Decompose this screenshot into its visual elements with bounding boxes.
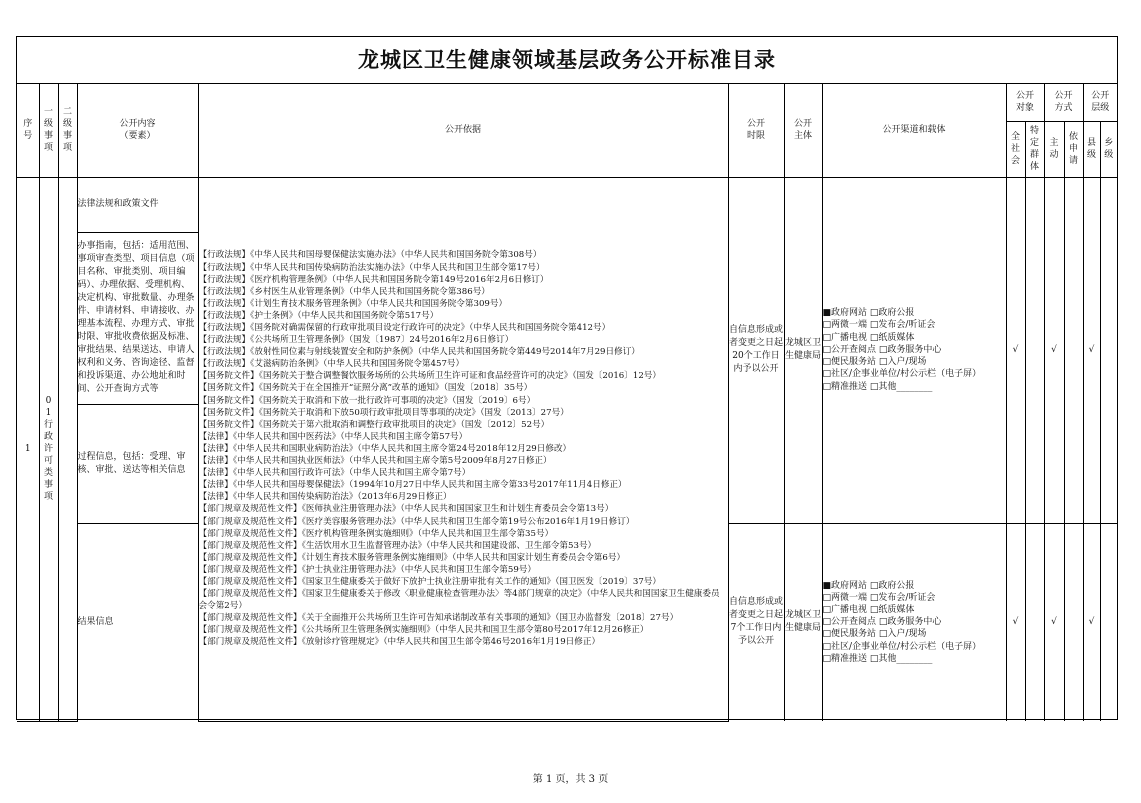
basis-line: 【部门规章及规范性文件】《计划生育技术服务管理条例实施细则》（中华人民共和国家计划生育委员会令第6号） [198,552,626,563]
cell-method-apply [1064,177,1083,523]
check-mark: √ [1088,345,1095,355]
cell-basis [198,177,728,721]
col-level-town [1100,121,1117,177]
col-channel [822,83,1006,177]
cell-channel [822,523,1006,721]
content-item [77,177,198,232]
basis-line: 【部门规章及规范性文件】《国家卫生健康委关于修改〈职业健康检查管理办法〉等4部门规章的决定》（中华人民共和国国家卫生健康委员会令第2号） [198,589,720,612]
col-time [728,83,784,177]
basis-line: 【行政法规】《公共场所卫生管理条例》（国发〔1987〕24号2016年2月6日修订） [198,335,514,346]
cell-obj-all [1006,523,1025,721]
check-mark: √ [1012,345,1019,355]
col-seq [17,83,39,177]
basis-line: 【国务院文件】《国务院关于整合调整餐饮服务场所的公共场所卫生许可证和食品经营许可的决定》（国发〔2016〕12号） [198,371,661,382]
time-text: 自信息形成或者变更之日起20个工作日内予以公开 [728,325,783,374]
header-object: 公开对象 [1015,90,1034,113]
cell-level-town [1100,523,1117,721]
col-content [77,83,198,177]
cell-seq [17,177,39,721]
channel-line: □社区/企事业单位/村公示栏（电子屏） [822,641,982,652]
time-text: 自信息形成或者变更之日起7个工作日内予以公开 [728,597,783,647]
channel-line: □公开查阅点 □政务服务中心 [822,344,942,355]
header-obj-all: 全社会 [1010,132,1020,166]
cell-channel [822,177,1006,523]
basis-line: 【法律】《中华人民共和国中医药法》（中华人民共和国主席令第57号） [198,431,468,442]
row-seq: 1 [24,444,31,454]
page-footer: 第 1 页，共 3 页 [532,774,609,785]
basis-line: 【法律】《中华人民共和国职业病防治法》（中华人民共和国主席令第24号2018年12月29日修改） [198,443,572,454]
cell-time [728,177,784,523]
channel-line: ■政府网站 □政府公报 [822,580,915,591]
header-time: 公开 时限 [746,118,765,141]
content-text: 结果信息 [77,616,114,627]
channel-line: □便民服务站 □入户/现场 [822,357,927,368]
content-item [77,404,198,523]
col-method-apply [1064,121,1083,177]
cell-level-county [1083,523,1100,721]
check-mark: √ [1051,345,1057,355]
cell-method-apply [1064,523,1083,721]
cell-time [728,523,784,721]
channel-line: □精准推送 □其他________ [822,653,933,664]
channel-line: □广播电视 □纸质媒体 [822,332,915,343]
content-text: 办事指南，包括：适用范围、事项审查类型、项目信息（项目名称、审批类别、项目编码）、办理依据、受理机构、决定机构、审批数量、办理条件、申请材料、申请接收、办理基本流程、办理方式、审批时限、审批收费依据及标准、审批结果、结果送达、申请人权利和义务、咨询途径、监督和投诉渠道、办公地址和时间、公开查询方式等 [77,241,195,394]
basis-line: 【行政法规】《计划生育技术服务管理条例》（中华人民共和国国务院令第309号） [198,298,508,309]
cell-obj-specific [1025,523,1044,721]
content-item [77,523,198,721]
channel-line: □两微一端 □发布会/听证会 [822,320,936,331]
cell-subject [784,523,822,721]
basis-line: 【部门规章及规范性文件】《关于全面推开公共场所卫生许可告知承诺制改革有关事项的通知》（国卫办监督发〔2018〕27号） [198,613,679,624]
basis-line: 【行政法规】《乡村医生从业管理条例》（中华人民共和国国务院令第386号） [198,286,490,297]
basis-line: 【法律】《中华人民共和国执业医师法》（中华人民共和国主席令第5号2009年8月27日修正） [198,456,552,467]
channel-line: □精准推送 □其他________ [822,381,933,392]
basis-line: 【法律】《中华人民共和国传染病防治法》（2013年6月29日修正） [198,492,452,503]
col-level-county [1083,121,1100,177]
channel-line: □公开查阅点 □政务服务中心 [822,617,942,628]
col-basis [198,83,728,177]
check-mark: √ [1051,617,1057,628]
basis-line: 【部门规章及规范性文件】《放射诊疗管理规定》（中华人民共和国卫生部令第46号2016年1月19日修正） [198,637,601,648]
basis-line: 【法律】《中华人民共和国行政许可法》（中华人民共和国主席令第7号） [198,468,471,479]
channel-line: □社区/企事业单位/村公示栏（电子屏） [822,369,982,380]
col-subject [784,83,822,177]
catalog-table [17,83,1117,722]
cell-method-active [1044,523,1064,721]
basis-line: 【行政法规】《中华人民共和国母婴保健法实施办法》（中华人民共和国国务院令第308号） [198,250,542,261]
basis-line: 【部门规章及规范性文件】《医师执业注册管理办法》（中华人民共和国国家卫生和计划生育委员会令第13号） [198,504,614,515]
page-title: 龙城区卫生健康领域基层政务公开标准目录 [17,37,1117,84]
col-level1 [39,83,58,177]
cell-level1 [39,177,58,721]
content-text: 过程信息，包括：受理、审核、审批、送达等相关信息 [77,451,186,475]
header-content: 公开内容 （要素） [119,118,156,141]
header-obj-specific: 特定群体 [1029,126,1039,172]
header-method-apply: 依申请 [1068,132,1078,166]
channel-line: □广播电视 □纸质媒体 [822,604,915,615]
col-level2 [58,83,77,177]
basis-line: 【部门规章及规范性文件】《生活饮用水卫生监督管理办法》（中华人民共和国建设部、卫生部令第53号） [198,540,597,551]
col-method [1044,83,1083,121]
channel-line: □便民服务站 □入户/现场 [822,629,927,640]
basis-line: 【部门规章及规范性文件】《护士执业注册管理办法》（中华人民共和国卫生部令第59号） [198,564,536,575]
basis-line: 【国务院文件】《国务院关于取消和下放一批行政许可事项的决定》（国发〔2019〕6号） [198,395,536,406]
check-mark: √ [1088,617,1095,628]
check-mark: √ [1012,617,1019,628]
header-level-county: 县级 [1086,138,1096,160]
header-seq: 序号 [23,118,33,141]
header-basis: 公开依据 [444,124,481,135]
subject-text: 龙城区卫生健康局 [784,610,821,634]
channel-line: ■政府网站 □政府公报 [822,308,915,319]
header-level1: 一级事项 [43,106,53,153]
col-method-active [1044,121,1064,177]
header-level-town: 乡级 [1104,138,1114,160]
cell-level-county [1083,177,1100,523]
cell-obj-all [1006,177,1025,523]
cell-level2 [58,177,77,721]
cell-level-town [1100,177,1117,523]
basis-line: 【国务院文件】《国务院关于取消和下放50项行政审批项目等事项的决定》（国发〔2013〕27号） [198,407,569,418]
col-object [1006,83,1044,121]
basis-line: 【部门规章及规范性文件】《国家卫生健康委关于做好下放护士执业注册审批有关工作的通知》（国卫医发〔2019〕37号） [198,576,661,587]
cell-method-active [1044,177,1064,523]
channel-line: □两微一端 □发布会/听证会 [822,592,936,603]
basis-line: 【行政法规】《中华人民共和国传染病防治法实施办法》（中华人民共和国卫生部令第17号） [198,262,545,273]
basis-line: 【国务院文件】《国务院关于在全国推开“证照分离”改革的通知》（国发〔2018〕35号） [198,383,533,394]
header-level: 公开层级 [1091,90,1110,113]
header-channel: 公开渠道和载体 [882,124,946,135]
basis-line: 【国务院文件】《国务院关于第六批取消和调整行政审批项目的决定》（国发〔2012〕52号） [198,419,550,430]
header-subject: 公开 主体 [793,118,812,141]
basis-line: 【部门规章及规范性文件】《公共场所卫生管理条例实施细则》（中华人民共和国卫生部令第80号2017年12月26修正） [198,625,649,636]
content-text: 法律法规和政策文件 [77,199,159,209]
basis-line: 【行政法规】《艾滋病防治条例》（中华人民共和国国务院令第457号） [198,359,465,370]
col-level [1083,83,1117,121]
basis-line: 【法律】《中华人民共和国母婴保健法》（1994年10月27日中华人民共和国主席令第33号2017年11月4日修正） [198,480,627,491]
header-level2: 二级事项 [62,106,72,153]
basis-line: 【行政法规】《放射性同位素与射线装置安全和防护条例》（中华人民共和国国务院令第449号2014年7月29日修订） [198,347,640,358]
col-obj-specific [1025,121,1044,177]
basis-line: 【行政法规】《国务院对确需保留的行政审批项目设定行政许可的决定》（中华人民共和国国务院令第412号） [198,323,611,334]
header-method: 公开方式 [1054,90,1073,113]
header-method-active: 主动 [1049,138,1059,160]
table-row [17,177,1117,232]
cell-subject [784,177,822,523]
col-obj-all [1006,121,1025,177]
basis-line: 【部门规章及规范性文件】《医疗机构管理条例实施细则》（中华人民共和国卫生部令第35号） [198,528,554,539]
basis-line: 【行政法规】《医疗机构管理条例》（中华人民共和国国务院令第149号2016年2月6日修订） [198,274,549,285]
basis-line: 【行政法规】《护士条例》（中华人民共和国国务院令第517号） [198,310,439,321]
catalog-sheet [16,36,1118,720]
subject-text: 龙城区卫生健康局 [784,338,821,361]
row-level1: 01行政许可类事项 [43,396,53,502]
basis-line: 【部门规章及规范性文件】《医疗美容服务管理办法》（中华人民共和国卫生部令第19号公布2016年1月19日修订） [198,516,635,527]
content-item [77,232,198,404]
cell-obj-specific [1025,177,1044,523]
